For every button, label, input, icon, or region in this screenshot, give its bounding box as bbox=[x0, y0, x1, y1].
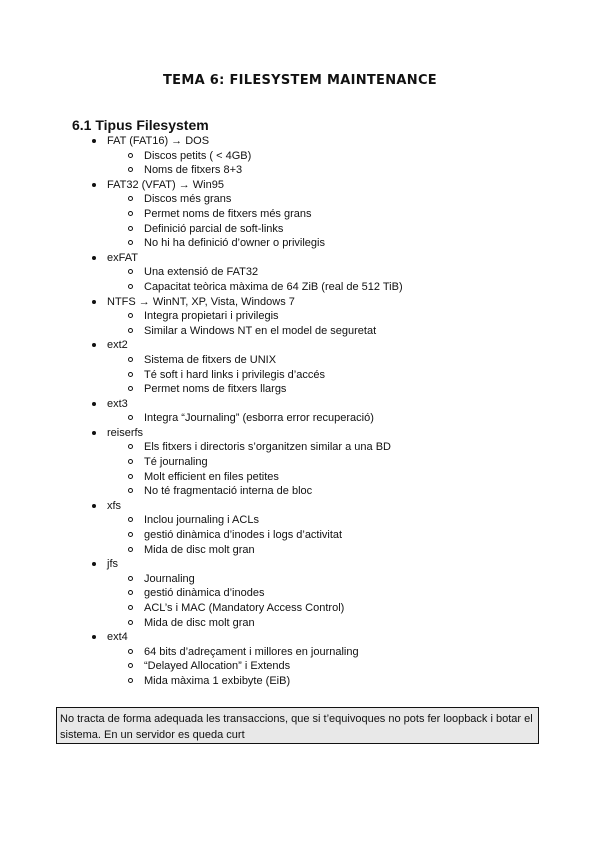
list-item: exFAT bbox=[0, 251, 600, 266]
sub-list-item: No té fragmentació interna de bloc bbox=[0, 484, 600, 499]
sub-list-item: gestió dinàmica d’inodes i logs d’activitat bbox=[0, 528, 600, 543]
list-item: xfs bbox=[0, 499, 600, 514]
sub-list-item: Mida de disc molt gran bbox=[0, 543, 600, 558]
sub-list-item: Mida màxima 1 exbibyte (EiB) bbox=[0, 674, 600, 689]
sub-list-item: Té soft i hard links i privilegis d’accés bbox=[0, 368, 600, 383]
sub-list-item: 64 bits d’adreçament i millores en journaling bbox=[0, 645, 600, 660]
sub-list-item: Definició parcial de soft-links bbox=[0, 222, 600, 237]
sub-list-item: Mida de disc molt gran bbox=[0, 616, 600, 631]
page-title: TEMA 6: FILESYSTEM MAINTENANCE bbox=[163, 73, 437, 88]
sub-list-item: Discos més grans bbox=[0, 192, 600, 207]
list-item: NTFS → WinNT, XP, Vista, Windows 7 bbox=[0, 295, 600, 310]
filesystem-list bbox=[0, 134, 600, 689]
sub-list-item: Discos petits ( < 4GB) bbox=[0, 149, 600, 164]
sub-list-item: Capacitat teòrica màxima de 64 ZiB (real de 512 TiB) bbox=[0, 280, 600, 295]
sub-list-item: Permet noms de fitxers llargs bbox=[0, 382, 600, 397]
sub-list-item: No hi ha definició d’owner o privilegis bbox=[0, 236, 600, 251]
sub-list-item: Una extensió de FAT32 bbox=[0, 265, 600, 280]
sub-list-item: Journaling bbox=[0, 572, 600, 587]
sub-list-item: Té journaling bbox=[0, 455, 600, 470]
note-box: No tracta de forma adequada les transaccions, que si t’equivoques no pots fer loopback i botar el sistema. En un servidor es queda curt bbox=[56, 707, 539, 744]
list-item: ext3 bbox=[0, 397, 600, 412]
sub-list-item: Permet noms de fitxers més grans bbox=[0, 207, 600, 222]
sub-list-item: gestió dinàmica d’inodes bbox=[0, 586, 600, 601]
sub-list-item: Noms de fitxers 8+3 bbox=[0, 163, 600, 178]
list-item: ext4 bbox=[0, 630, 600, 645]
list-item: reiserfs bbox=[0, 426, 600, 441]
sub-list-item: Inclou journaling i ACLs bbox=[0, 513, 600, 528]
sub-list-item: Integra “Journaling” (esborra error recuperació) bbox=[0, 411, 600, 426]
sub-list-item: Similar a Windows NT en el model de seguretat bbox=[0, 324, 600, 339]
sub-list-item: Integra propietari i privilegis bbox=[0, 309, 600, 324]
sub-list-item: Els fitxers i directoris s’organitzen similar a una BD bbox=[0, 440, 600, 455]
section-heading: 6.1 Tipus Filesystem bbox=[72, 117, 209, 133]
sub-list-item: “Delayed Allocation” i Extends bbox=[0, 659, 600, 674]
list-item: jfs bbox=[0, 557, 600, 572]
sub-list-item: ACL’s i MAC (Mandatory Access Control) bbox=[0, 601, 600, 616]
sub-list-item: Sistema de fitxers de UNIX bbox=[0, 353, 600, 368]
sub-list-item: Molt efficient en files petites bbox=[0, 470, 600, 485]
list-item: FAT (FAT16) → DOS bbox=[0, 134, 600, 149]
list-item: ext2 bbox=[0, 338, 600, 353]
list-item: FAT32 (VFAT) → Win95 bbox=[0, 178, 600, 193]
